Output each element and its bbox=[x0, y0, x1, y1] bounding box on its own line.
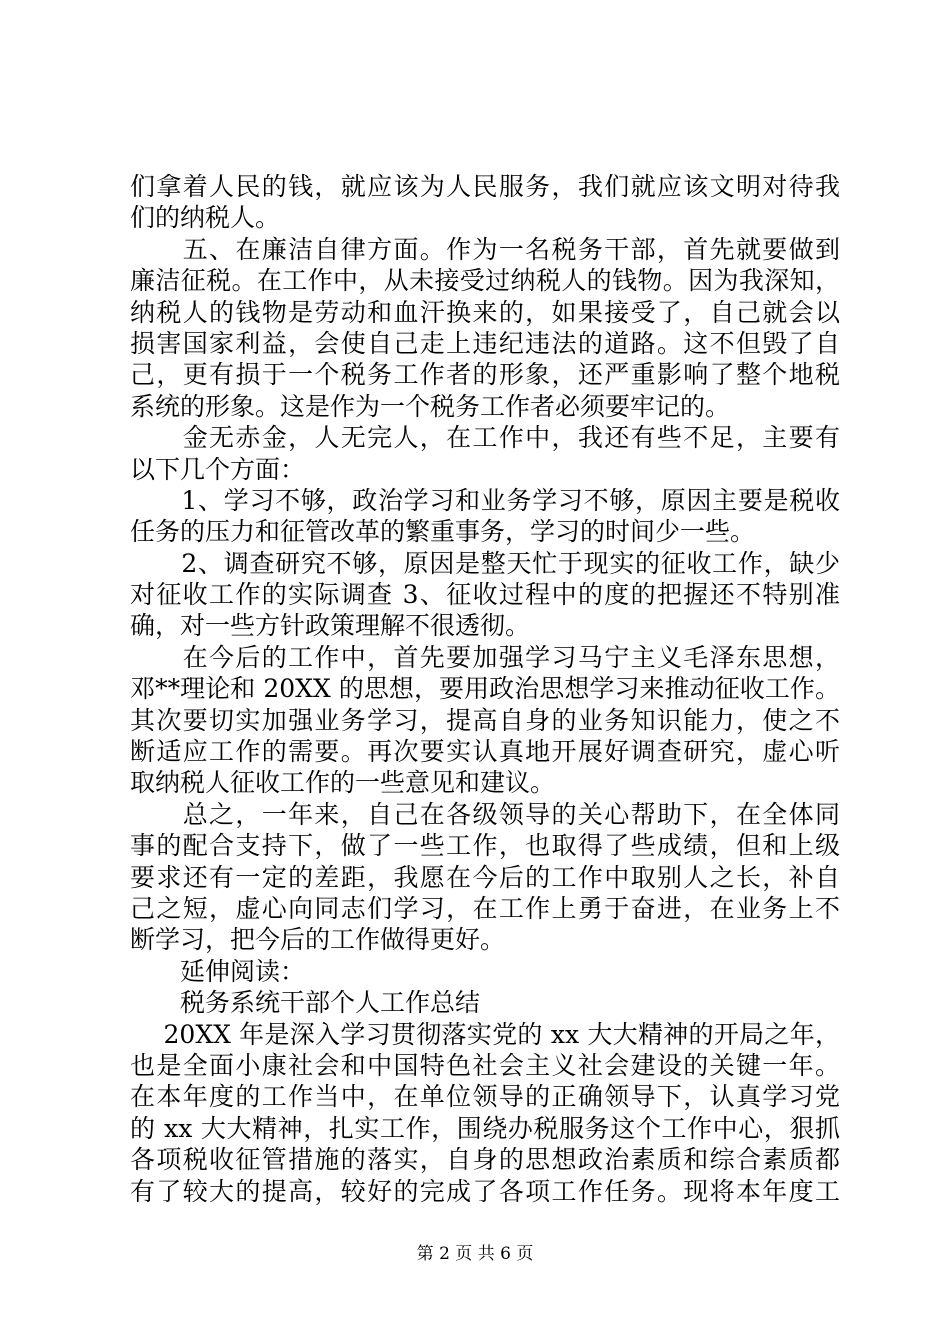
text-line: 有了较大的提高，较好的完成了各项工作任务。现将本年度工 bbox=[130, 1176, 840, 1206]
text-line: 1、学习不够，政治学习和业务学习不够，原因主要是税收 bbox=[130, 485, 840, 515]
text-line: 确，对一些方针政策理解不很透彻。 bbox=[130, 611, 531, 641]
text-line: 的 xx 大大精神，扎实工作，围绕办税服务这个工作中心，狠抓 bbox=[130, 1113, 840, 1143]
text-line: 在本年度的工作当中，在单位领导的正确领导下，认真学习党 bbox=[130, 1082, 840, 1112]
document-body bbox=[130, 171, 840, 1207]
text-line: 事的配合支持下，做了一些工作，也取得了些成绩，但和上级 bbox=[130, 831, 840, 861]
text-line: 断适应工作的需要。再次要实认真地开展好调查研究，虚心听 bbox=[130, 737, 840, 767]
text-line: 们拿着人民的钱，就应该为人民服务，我们就应该文明对待我 bbox=[130, 172, 840, 201]
text-line: 也是全面小康社会和中国特色社会主义社会建设的关键一年。 bbox=[130, 1050, 840, 1080]
text-line: 任务的压力和征管改革的繁重事务，学习的时间少一些。 bbox=[130, 517, 756, 547]
text-line: 廉洁征税。在工作中，从未接受过纳税人的钱物。因为我深知， bbox=[130, 266, 840, 296]
text-line: 邓**理论和 20XX 的思想，要用政治思想学习来推动征收工作。 bbox=[130, 674, 840, 704]
text-line: 系统的形象。这是作为一个税务工作者必须要牢记的。 bbox=[130, 391, 731, 421]
text-line: 取纳税人征收工作的一些意见和建议。 bbox=[130, 768, 556, 798]
text-line: 断学习，把今后的工作做得更好。 bbox=[130, 925, 506, 955]
text-line: 总之，一年来，自己在各级领导的关心帮助下，在全体同 bbox=[130, 799, 840, 829]
text-line: 五、在廉洁自律方面。作为一名税务干部，首先就要做到 bbox=[130, 234, 840, 264]
text-line: 纳税人的钱物是劳动和血汗换来的，如果接受了，自己就会以 bbox=[130, 297, 840, 327]
text-line: 金无赤金，人无完人，在工作中，我还有些不足，主要有 bbox=[130, 423, 840, 453]
text-line: 延伸阅读： bbox=[130, 956, 306, 986]
text-line: 其次要切实加强业务学习，提高自身的业务知识能力，使之不 bbox=[130, 705, 840, 735]
text-line: 税务系统干部个人工作总结 bbox=[130, 988, 481, 1018]
text-line: 对征收工作的实际调查 3、征收过程中的度的把握还不特别准 bbox=[130, 580, 840, 610]
text-line: 在今后的工作中，首先要加强学习马宁主义毛泽东思想， bbox=[130, 642, 840, 672]
text-line: 己之短，虚心向同志们学习，在工作上勇于奋进，在业务上不 bbox=[130, 893, 840, 923]
text-line: 以下几个方面： bbox=[130, 454, 306, 484]
text-line: 2、调查研究不够，原因是整天忙于现实的征收工作，缺少 bbox=[130, 548, 840, 578]
text-line: 己，更有损于一个税务工作者的形象，还严重影响了整个地税 bbox=[130, 360, 840, 390]
text-line: 损害国家利益，会使自己走上违纪违法的道路。这不但毁了自 bbox=[130, 328, 840, 358]
page-footer: 第 2 页 共 6 页 bbox=[416, 1244, 534, 1264]
text-line: 20XX 年是深入学习贯彻落实党的 xx 大大精神的开局之年， bbox=[130, 1019, 840, 1049]
text-line: 要求还有一定的差距，我愿在今后的工作中取别人之长，补自 bbox=[130, 862, 840, 892]
text-line: 各项税收征管措施的落实，自身的思想政治素质和综合素质都 bbox=[130, 1145, 840, 1175]
text-line: 们的纳税人。 bbox=[130, 203, 281, 233]
